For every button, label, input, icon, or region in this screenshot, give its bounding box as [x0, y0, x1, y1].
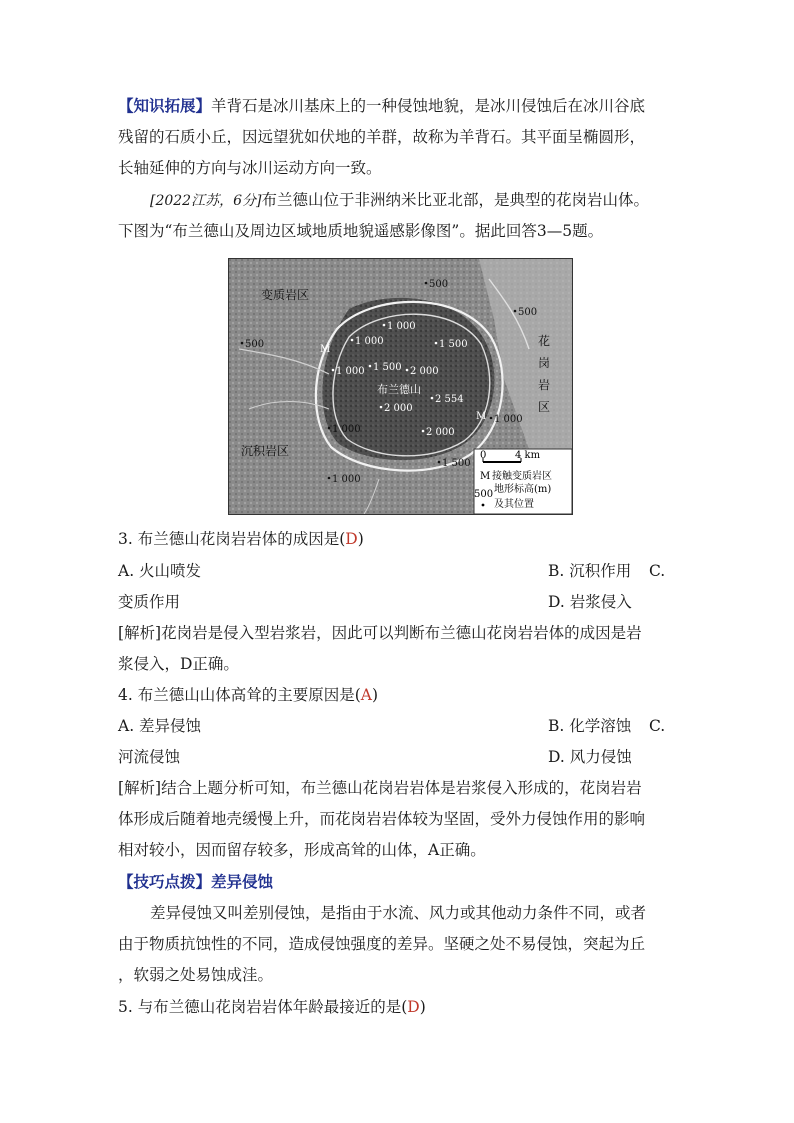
- option-c-text: 河流侵蚀: [118, 748, 181, 766]
- elevation-dot: [332, 369, 335, 372]
- legend-height-text-1: 地形标高(m): [494, 484, 552, 495]
- option-b: B. 沉积作用: [548, 562, 632, 580]
- scale-end: 4 km: [515, 450, 541, 461]
- elevation-label: 1 000: [355, 336, 384, 347]
- option-d: D. 岩浆侵入: [548, 593, 632, 611]
- region-label-metamorphic: 变质岩区: [261, 288, 310, 302]
- elevation-label: 500: [245, 339, 265, 350]
- tip-line-2: 由于物质抗蚀性的不同，造成侵蚀强度的差异。坚硬之处不易侵蚀，突起为丘: [118, 935, 646, 953]
- elevation-dot: [241, 342, 244, 345]
- contact-zone-marker: M: [476, 411, 487, 422]
- question-4-analysis-line-1: [解析]结合上题分析可知，布兰德山花岗岩岩体是岩浆侵入形成的，花岗岩岩: [118, 779, 642, 797]
- region-label-granite-char: 岩: [538, 378, 551, 392]
- elevation-dot: [425, 282, 428, 285]
- legend-contact-text: 接触变质岩区: [492, 471, 552, 482]
- tip-title: 差异侵蚀: [211, 872, 274, 891]
- elevation-dot: [422, 430, 425, 433]
- option-b: B. 化学溶蚀: [548, 717, 632, 735]
- remote-sensing-map: [228, 258, 573, 515]
- knowledge-extension-tag: 【知识拓展】: [118, 96, 212, 115]
- question-intro-line-2: 下图为“布兰德山及周边区域地质地貌遥感影像图”。据此回答3—5题。: [118, 222, 604, 240]
- knowledge-paragraph-line-1: [118, 96, 645, 116]
- question-4-stem: 4. 布兰德山山体高耸的主要原因是(A): [118, 686, 379, 704]
- option-c-text: 变质作用: [118, 593, 181, 611]
- elevation-label: 1 000: [332, 474, 361, 485]
- elevation-dot: [369, 365, 372, 368]
- exam-source: [2022江苏，6分]: [150, 193, 262, 209]
- question-3-stem: 3. 布兰德山花岗岩岩体的成因是(D): [118, 530, 364, 548]
- region-label-sedimentary: 沉积岩区: [241, 444, 290, 458]
- elevation-label: 1 000: [494, 414, 523, 425]
- scale-zero: 0: [480, 450, 487, 461]
- tip-heading: [118, 872, 273, 892]
- elevation-label: 2 000: [384, 403, 413, 414]
- elevation-dot: [438, 461, 441, 464]
- option-a: A. 火山喷发: [118, 562, 202, 580]
- elevation-label: 2 554: [435, 394, 464, 405]
- region-label-granite-char: 花: [538, 334, 551, 348]
- elevation-label: 1 500: [439, 339, 468, 350]
- question-5-answer: D: [407, 998, 420, 1016]
- elevation-label: 500: [429, 279, 449, 290]
- elevation-label: 1 000: [336, 366, 365, 377]
- tip-line-1: 差异侵蚀又叫差别侵蚀，是指由于水流、风力或其他动力条件不同，或者: [150, 904, 647, 922]
- legend-contact-symbol: M: [480, 471, 491, 482]
- question-3-analysis-line-1: [解析]花岗岩是侵入型岩浆岩，因此可以判断布兰德山花岗岩岩体的成因是岩: [118, 624, 642, 642]
- option-c-letter: C.: [649, 562, 666, 580]
- question-3-analysis-line-2: 浆侵入，D正确。: [118, 655, 239, 673]
- elevation-dot: [406, 369, 409, 372]
- legend-height-value: 500: [474, 489, 494, 500]
- elevation-label: 1 500: [373, 362, 402, 373]
- mountain-name-label: 布兰德山: [377, 383, 421, 396]
- knowledge-text: 羊背石是冰川基床上的一种侵蚀地貌，是冰川侵蚀后在冰川谷底: [211, 97, 646, 115]
- contact-zone-marker: M: [320, 344, 331, 355]
- elevation-label: 1 000: [332, 424, 361, 435]
- region-label-granite-char: 区: [538, 400, 551, 414]
- elevation-dot: [490, 417, 493, 420]
- region-label-granite-char: 岗: [538, 356, 551, 370]
- question-intro-line-1: [150, 190, 649, 211]
- legend-height-dot: [482, 504, 485, 507]
- elevation-label: 2 000: [426, 427, 455, 438]
- tip-tag: 【技巧点拨】: [118, 872, 212, 891]
- question-4-analysis-line-3: 相对较小，因而留存较多，形成高耸的山体，A正确。: [118, 841, 486, 859]
- option-a: A. 差异侵蚀: [118, 717, 202, 735]
- elevation-dot: [328, 427, 331, 430]
- elevation-label: 500: [518, 307, 538, 318]
- elevation-dot: [351, 339, 354, 342]
- option-c-letter: C.: [649, 717, 666, 735]
- knowledge-paragraph-line-2: 残留的石质小丘，因远望犹如伏地的羊群，故称为羊背石。其平面呈椭圆形，: [118, 128, 646, 146]
- option-d: D. 风力侵蚀: [548, 748, 632, 766]
- elevation-dot: [435, 342, 438, 345]
- elevation-dot: [380, 406, 383, 409]
- elevation-label: 1 500: [442, 458, 471, 469]
- elevation-dot: [431, 397, 434, 400]
- question-5-stem: 5. 与布兰德山花岗岩岩体年龄最接近的是(D): [118, 998, 426, 1016]
- knowledge-paragraph-line-3: 长轴延伸的方向与冰川运动方向一致。: [118, 159, 382, 177]
- elevation-dot: [383, 324, 386, 327]
- question-4-answer: A: [360, 686, 372, 704]
- elevation-dot: [328, 477, 331, 480]
- elevation-label: 2 000: [410, 366, 439, 377]
- legend-height-text-2: 及其位置: [494, 499, 534, 510]
- question-4-analysis-line-2: 体形成后随着地壳缓慢上升，而花岗岩岩体较为坚固，受外力侵蚀作用的影响: [118, 810, 646, 828]
- question-3-answer: D: [345, 530, 358, 548]
- tip-line-3: ，软弱之处易蚀成洼。: [118, 966, 274, 984]
- elevation-dot: [514, 310, 517, 313]
- intro-text: 布兰德山位于非洲纳米比亚北部，是典型的花岗岩山体。: [261, 191, 649, 209]
- map-legend: [474, 449, 572, 514]
- elevation-label: 1 000: [387, 321, 416, 332]
